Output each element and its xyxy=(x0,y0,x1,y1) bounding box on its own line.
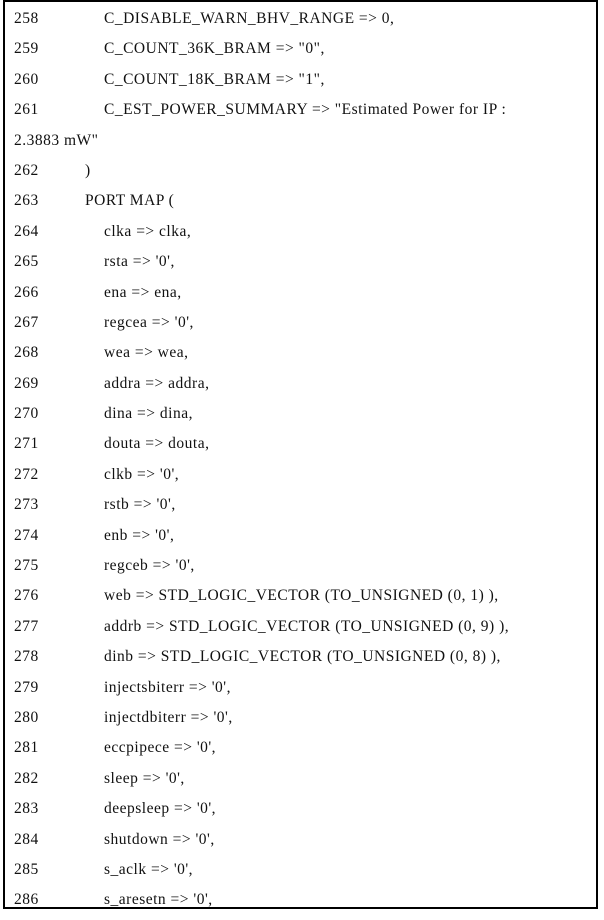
code-text: regcea => '0', xyxy=(104,313,194,331)
code-line xyxy=(5,555,596,585)
code-text: addra => addra, xyxy=(104,374,210,392)
code-line xyxy=(5,859,596,889)
code-text: PORT MAP ( xyxy=(85,192,175,210)
line-number: 273 xyxy=(14,496,39,514)
code-line xyxy=(5,38,596,68)
code-line xyxy=(5,403,596,433)
code-line xyxy=(5,8,596,38)
line-number: 277 xyxy=(14,617,39,635)
line-number: 258 xyxy=(14,10,39,27)
code-line xyxy=(5,99,596,129)
code-text: regceb => '0', xyxy=(104,557,195,575)
line-number: 265 xyxy=(14,253,39,271)
code-line xyxy=(5,494,596,524)
code-line xyxy=(5,433,596,463)
code-text: 2.3883 mW" xyxy=(14,131,99,149)
code-listing xyxy=(5,8,596,920)
code-text: clka => clka, xyxy=(104,222,192,240)
line-number: 272 xyxy=(14,465,39,483)
code-line xyxy=(5,616,596,646)
line-number: 261 xyxy=(14,101,39,119)
line-number: 281 xyxy=(14,739,39,757)
code-line xyxy=(5,464,596,494)
code-line xyxy=(5,282,596,312)
code-text: rsta => '0', xyxy=(104,253,175,271)
line-number: 278 xyxy=(14,648,39,666)
code-text: douta => douta, xyxy=(104,435,210,453)
line-number: 283 xyxy=(14,800,39,818)
code-line xyxy=(5,312,596,342)
code-text: sleep => '0', xyxy=(104,769,185,787)
line-number: 276 xyxy=(14,587,39,605)
line-number: 262 xyxy=(14,161,39,179)
code-text: C_DISABLE_WARN_BHV_RANGE => 0, xyxy=(104,10,395,27)
code-line xyxy=(5,737,596,767)
code-text: addrb => STD_LOGIC_VECTOR (TO_UNSIGNED (0, 9) ), xyxy=(104,617,510,635)
code-text: clkb => '0', xyxy=(104,465,180,483)
code-text: C_COUNT_18K_BRAM => "1", xyxy=(104,70,325,88)
code-text: web => STD_LOGIC_VECTOR (TO_UNSIGNED (0, 1) ), xyxy=(104,587,499,605)
line-number: 282 xyxy=(14,769,39,787)
line-number: 270 xyxy=(14,405,39,423)
code-line xyxy=(5,585,596,615)
code-line xyxy=(5,677,596,707)
code-text: ) xyxy=(85,161,91,179)
code-line xyxy=(5,798,596,828)
code-line xyxy=(5,525,596,555)
code-text: ena => ena, xyxy=(104,283,182,301)
code-line xyxy=(5,889,596,919)
code-line xyxy=(5,768,596,798)
code-listing-frame xyxy=(3,0,598,909)
code-text: C_COUNT_36K_BRAM => "0", xyxy=(104,40,325,58)
line-number: 266 xyxy=(14,283,39,301)
line-number: 275 xyxy=(14,557,39,575)
code-text: enb => '0', xyxy=(104,526,175,544)
code-line xyxy=(5,342,596,372)
code-line xyxy=(5,160,596,190)
code-line xyxy=(5,829,596,859)
line-number: 269 xyxy=(14,374,39,392)
line-number: 271 xyxy=(14,435,39,453)
line-number: 264 xyxy=(14,222,39,240)
code-text: dina => dina, xyxy=(104,405,193,423)
line-number: 259 xyxy=(14,40,39,58)
code-text: C_EST_POWER_SUMMARY => "Estimated Power for IP : xyxy=(104,101,507,119)
code-line xyxy=(5,646,596,676)
line-number: 274 xyxy=(14,526,39,544)
code-line xyxy=(5,251,596,281)
code-text: injectdbiterr => '0', xyxy=(104,708,233,726)
code-text: rstb => '0', xyxy=(104,496,176,514)
line-number: 286 xyxy=(14,891,39,909)
code-text: s_aresetn => '0', xyxy=(104,891,213,909)
code-line xyxy=(5,707,596,737)
line-number: 280 xyxy=(14,708,39,726)
code-line xyxy=(5,130,596,160)
line-number: 260 xyxy=(14,70,39,88)
code-line xyxy=(5,373,596,403)
line-number: 284 xyxy=(14,830,39,848)
code-text: dinb => STD_LOGIC_VECTOR (TO_UNSIGNED (0, 8) ), xyxy=(104,648,501,666)
code-line xyxy=(5,69,596,99)
code-text: s_aclk => '0', xyxy=(104,860,194,878)
code-line xyxy=(5,221,596,251)
code-line xyxy=(5,190,596,220)
code-text: wea => wea, xyxy=(104,344,189,362)
code-text: injectsbiterr => '0', xyxy=(104,678,231,696)
code-text: shutdown => '0', xyxy=(104,830,215,848)
line-number: 267 xyxy=(14,313,39,331)
code-text: eccpipece => '0', xyxy=(104,739,217,757)
line-number: 263 xyxy=(14,192,39,210)
line-number: 268 xyxy=(14,344,39,362)
line-number: 285 xyxy=(14,860,39,878)
code-text: deepsleep => '0', xyxy=(104,800,217,818)
line-number: 279 xyxy=(14,678,39,696)
